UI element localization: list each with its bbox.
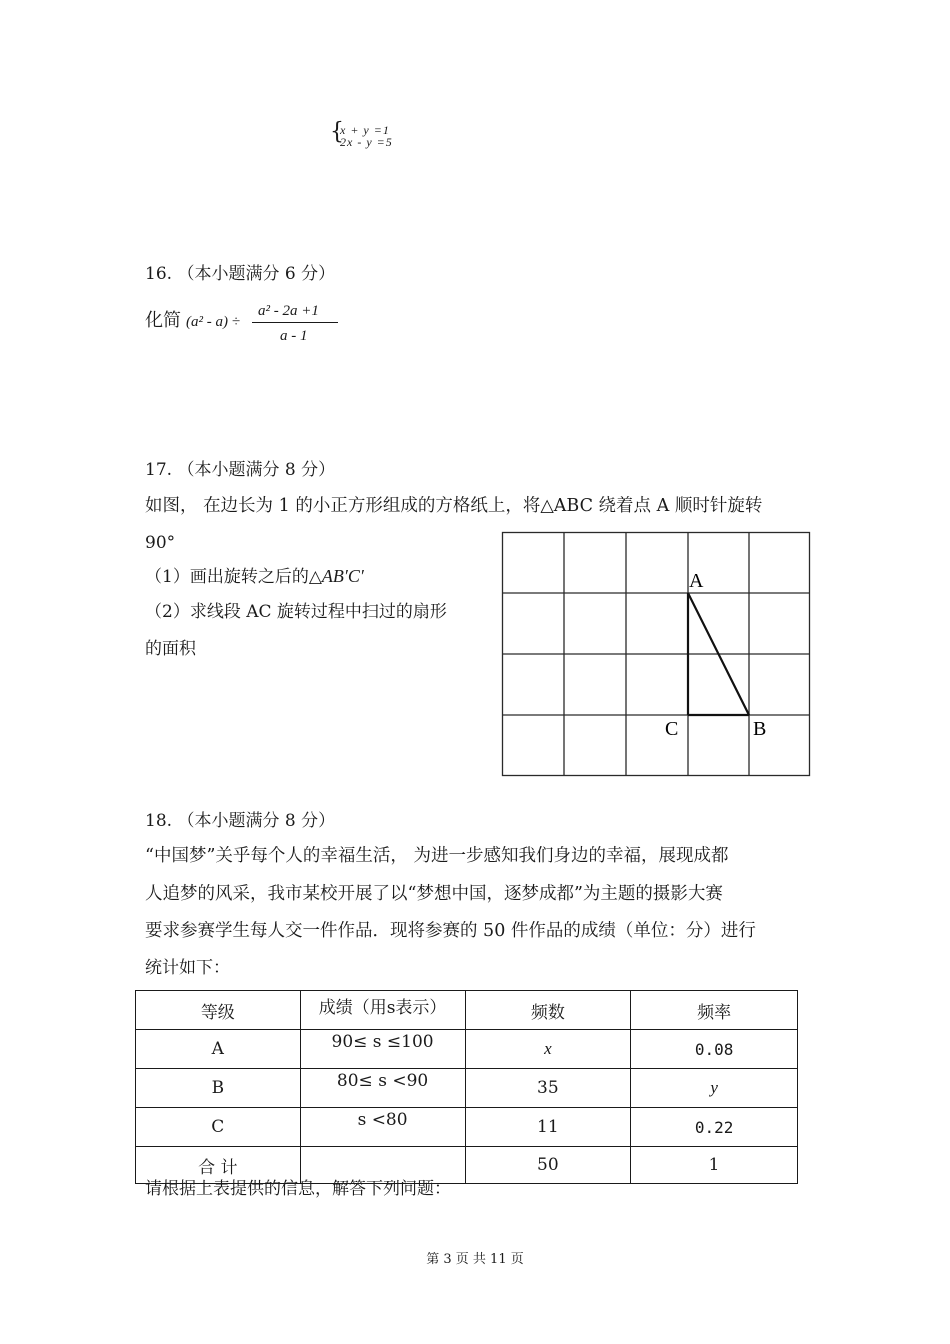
table-row [136, 1030, 798, 1069]
fraction-bar [252, 322, 338, 323]
table-row [136, 1147, 798, 1184]
q18-line: 统计如下： [145, 958, 230, 978]
q16-fraction [250, 300, 340, 346]
q16-denominator: a - 1 [280, 328, 308, 344]
stats-table [135, 990, 798, 1184]
table-header-cell: 成绩（用s表示） [300, 991, 465, 1030]
table-cell: y [631, 1069, 798, 1108]
table-cell: s <80 [300, 1108, 465, 1147]
table-header-cell: 频数 [465, 991, 631, 1030]
table-cell: 0.22 [631, 1108, 798, 1147]
table-cell: 合 计 [136, 1147, 301, 1184]
table-cell: 50 [465, 1147, 631, 1184]
point-b-label: B [753, 718, 767, 740]
q17-part1-triangle: AB′C′ [321, 566, 364, 586]
q18-line: “中国梦”关乎每个人的幸福生活， 为进一步感知我们身边的幸福，展现成都 [145, 846, 729, 866]
q16-prefix: 化简 [145, 310, 181, 331]
table-cell: A [136, 1030, 301, 1069]
q17-line2: 90° [145, 533, 176, 553]
table-cell: 90≤ s ≤100 [300, 1030, 465, 1069]
table-header-row [136, 991, 798, 1030]
q16-numerator: a² - 2a +1 [258, 303, 319, 319]
table-cell: 0.08 [631, 1030, 798, 1069]
q16-header: 16. （本小题满分 6 分） [145, 264, 336, 284]
table-cell: 35 [465, 1069, 631, 1108]
q16-expr-left: (a² - a) ÷ [186, 314, 240, 330]
q17-line1: 如图， 在边长为 1 的小正方形组成的方格纸上，将△ABC 绕着点 A 顺时针旋转 [145, 496, 763, 516]
table-cell: 80≤ s <90 [300, 1069, 465, 1108]
q17-part2-line1: （2）求线段 AC 旋转过程中扫过的扇形 [145, 602, 447, 622]
q17-header: 17. （本小题满分 8 分） [145, 460, 336, 480]
q18-header: 18. （本小题满分 8 分） [145, 811, 336, 831]
table-cell [300, 1147, 465, 1184]
table-header-cell: 等级 [136, 991, 301, 1030]
q17-part2-line2: 的面积 [145, 639, 196, 659]
q17-part1-prefix: （1）画出旋转之后的△ [145, 567, 322, 587]
table-cell: B [136, 1069, 301, 1108]
q18-after: 请根据上表提供的信息，解答下列问题： [145, 1179, 451, 1199]
table-row [136, 1069, 798, 1108]
q18-line: 人追梦的风采，我市某校开展了以“梦想中国，逐梦成都”为主题的摄影大赛 [145, 884, 723, 904]
q18-line: 要求参赛学生每人交一件作品．现将参赛的 50 件作品的成绩（单位：分）进行 [145, 921, 756, 941]
equation-1: x + y =1 [340, 123, 390, 137]
point-a-label: A [689, 570, 704, 592]
brace-icon: { [330, 118, 344, 145]
table-cell: x [465, 1030, 631, 1069]
equation-2: 2x - y =5 [340, 135, 393, 149]
table-header-cell: 频率 [631, 991, 798, 1030]
table-cell: 1 [631, 1147, 798, 1184]
point-c-label: C [665, 718, 679, 740]
table-cell: 11 [465, 1108, 631, 1147]
q17-part1 [145, 567, 364, 586]
grid-diagram [502, 532, 810, 776]
table-cell: C [136, 1108, 301, 1147]
table-row [136, 1108, 798, 1147]
page-footer: 第 3 页 共 11 页 [426, 1252, 524, 1267]
grid-svg [502, 532, 810, 776]
